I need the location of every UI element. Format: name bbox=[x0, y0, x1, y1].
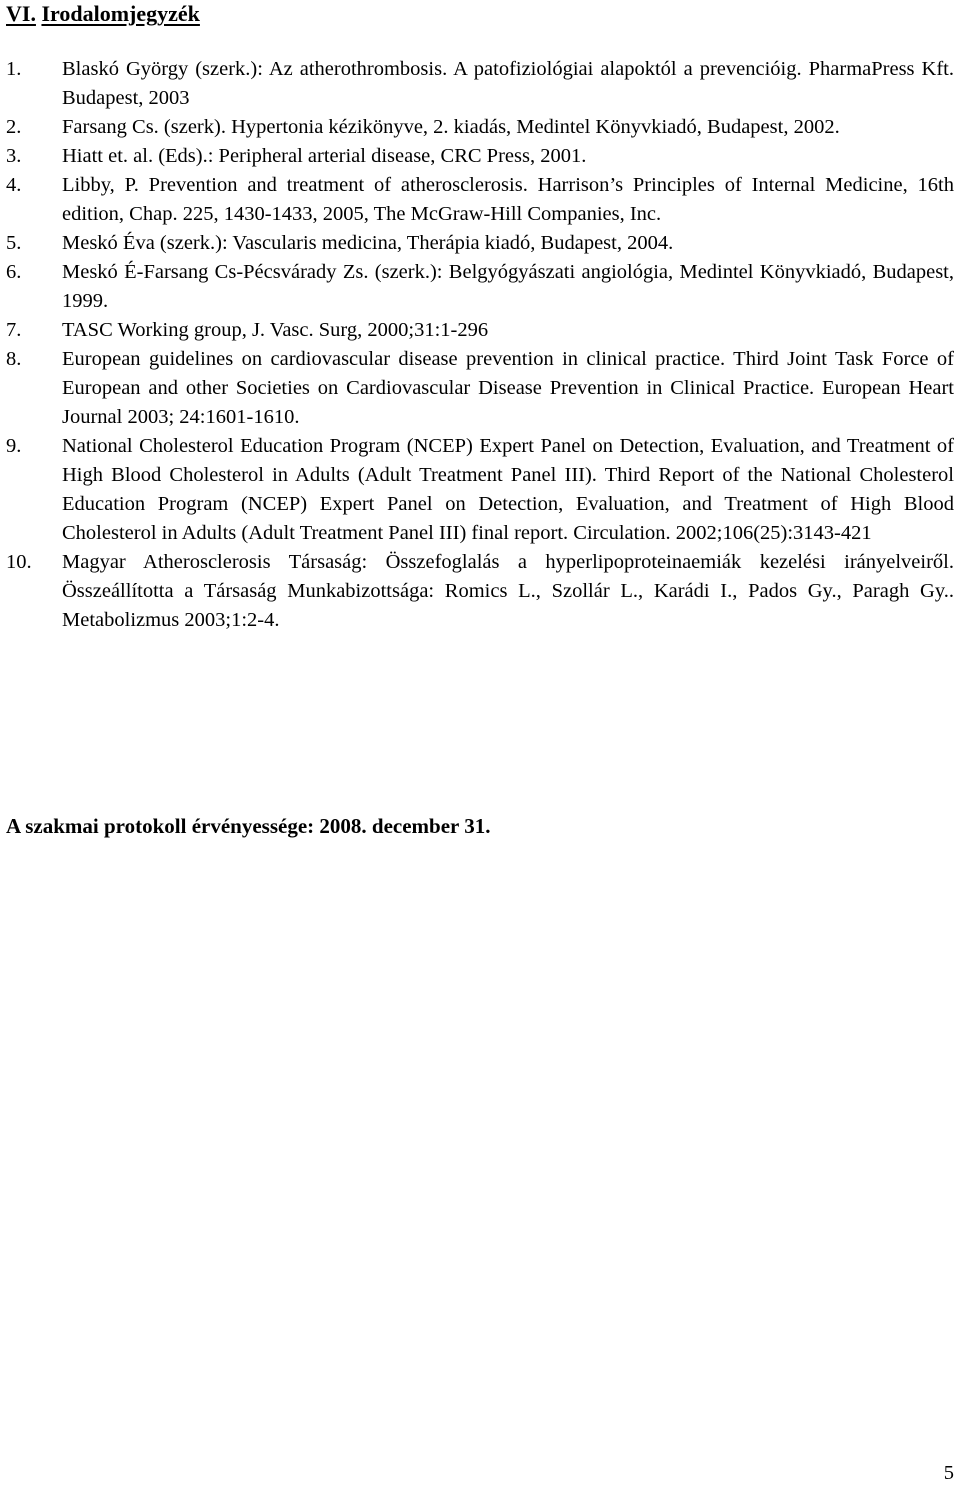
reference-number: 1. bbox=[6, 58, 22, 80]
reference-item bbox=[6, 171, 954, 229]
page-number: 5 bbox=[943, 1462, 954, 1484]
reference-text: Libby, P. Prevention and treatment of atherosclerosis. Harrison’s Principles of Internal Medicine, 16th edition, Chap. 225, 1430-1433, 2005, The McGraw-Hill Companies, Inc. bbox=[62, 174, 954, 225]
reference-text: Blaskó György (szerk.): Az atherothrombosis. A patofiziológiai alapoktól a prevencióig. PharmaPress Kft. Budapest, 2003 bbox=[62, 58, 954, 109]
reference-text: Magyar Atherosclerosis Társaság: Összefoglalás a hyperlipoproteinaemiák kezelési irányelveiről. Összeállította a Társaság Munkabizottsága: Romics L., Szollár L., Karádi I., Pados Gy., Paragh Gy.. Metabolizmus 2003;1:2-4. bbox=[62, 551, 954, 631]
reference-item bbox=[6, 113, 954, 142]
reference-number: 8. bbox=[6, 348, 22, 370]
reference-number: 3. bbox=[6, 145, 22, 167]
reference-number: 4. bbox=[6, 174, 22, 196]
reference-text: Hiatt et. al. (Eds).: Peripheral arterial disease, CRC Press, 2001. bbox=[62, 145, 587, 167]
reference-item bbox=[6, 258, 954, 316]
reference-list bbox=[6, 55, 954, 635]
reference-item bbox=[6, 55, 954, 113]
reference-text: Meskó É-Farsang Cs-Pécsvárady Zs. (szerk.): Belgyógyászati angiológia, Medintel Könyvkiadó, Budapest, 1999. bbox=[62, 261, 954, 312]
reference-text: European guidelines on cardiovascular disease prevention in clinical practice. Third Joint Task Force of European and other Societies on Cardiovascular Disease Prevention in Clinical Practice. European Heart Journal 2003; 24:1601-1610. bbox=[62, 348, 954, 428]
reference-number: 9. bbox=[6, 435, 22, 457]
reference-item bbox=[6, 142, 954, 171]
reference-text: Farsang Cs. (szerk). Hypertonia kézikönyve, 2. kiadás, Medintel Könyvkiadó, Budapest, 2002. bbox=[62, 116, 840, 138]
protocol-validity-note: A szakmai protokoll érvényessége: 2008. december 31. bbox=[6, 814, 491, 838]
reference-text: National Cholesterol Education Program (NCEP) Expert Panel on Detection, Evaluation, and Treatment of High Blood Cholesterol in Adults (Adult Treatment Panel III). Third Report of the National Cholesterol Education Program (NCEP) Expert Panel on Detection, Evaluation, and Treatment of High Blood Cholesterol in Adults (Adult Treatment Panel III) final report. Circulation. 2002;106(25):3143-421 bbox=[62, 435, 954, 544]
reference-item bbox=[6, 548, 954, 635]
reference-text: TASC Working group, J. Vasc. Surg, 2000;31:1-296 bbox=[62, 319, 489, 341]
reference-number: 5. bbox=[6, 232, 22, 254]
section-heading bbox=[6, 0, 200, 28]
reference-text: Meskó Éva (szerk.): Vascularis medicina, Therápia kiadó, Budapest, 2004. bbox=[62, 232, 674, 254]
reference-item bbox=[6, 345, 954, 432]
section-title: Irodalomjegyzék bbox=[41, 1, 200, 26]
reference-item bbox=[6, 432, 954, 548]
reference-number: 10. bbox=[6, 551, 32, 573]
reference-item bbox=[6, 229, 954, 258]
reference-number: 7. bbox=[6, 319, 22, 341]
section-number: VI. bbox=[6, 1, 36, 26]
reference-number: 2. bbox=[6, 116, 22, 138]
reference-item bbox=[6, 316, 954, 345]
reference-number: 6. bbox=[6, 261, 22, 283]
